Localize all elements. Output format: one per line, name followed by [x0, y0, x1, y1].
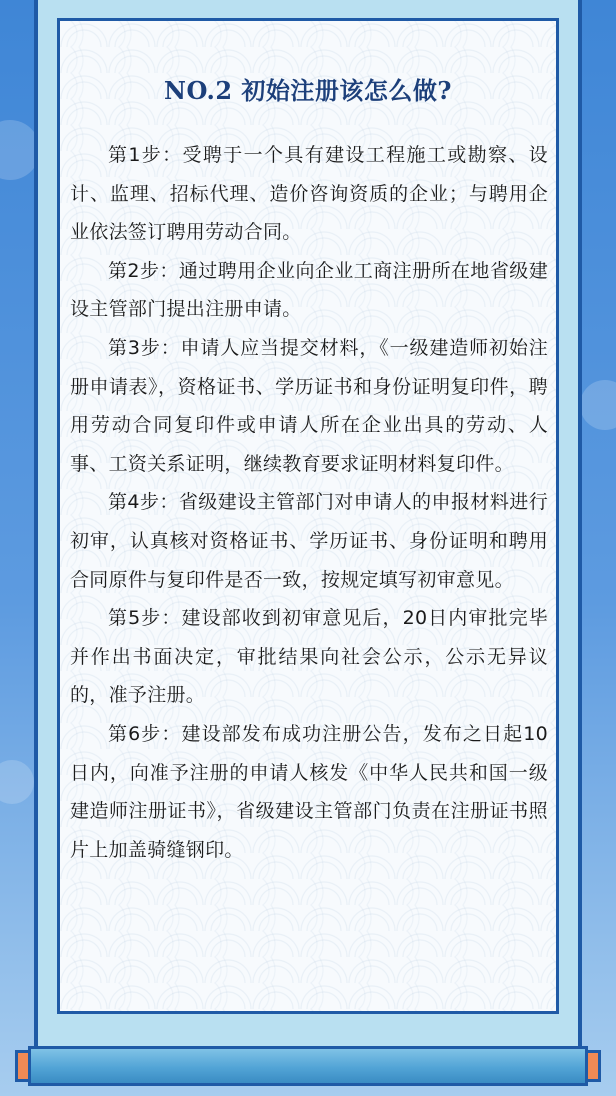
step-4-text: 第4步：省级建设主管部门对申请人的申报材料进行初审，认真核对资格证书、学历证书、身份证明和聘用合同原件与复印件是否一致，按规定填写初审意见。 [70, 491, 548, 591]
step-2-text: 第2步：通过聘用企业向企业工商注册所在地省级建设主管部门提出注册申请。 [70, 259, 548, 321]
step-1-text: 第1步：受聘于一个具有建设工程施工或勘察、设计、监理、招标代理、造价咨询资质的企业；与聘用企业依法签订聘用劳动合同。 [70, 144, 548, 244]
steps-content [70, 136, 548, 869]
background-bokeh [0, 760, 34, 804]
step-3-text: 第3步：申请人应当提交材料，《一级建造师初始注册申请表》，资格证书、学历证书和身份证明复印件，聘用劳动合同复印件或申请人所在企业出具的劳动、人事、工资关系证明，继续教育要求证明材料复印件。 [70, 336, 548, 475]
page-title: NO.2 初始注册该怎么做? [164, 76, 452, 105]
scroll-bottom-roller [28, 1046, 588, 1086]
scroll-frame [34, 0, 582, 1052]
background-bokeh [580, 380, 616, 430]
scroll-paper [57, 18, 559, 1014]
step-5-text: 第5步：建设部收到初审意见后，20日内审批完毕并作出书面决定，审批结果向社会公示，公示无异议的，准予注册。 [70, 607, 548, 707]
roller-end-left [15, 1050, 31, 1082]
step-6-text: 第6步：建设部发布成功注册公告，发布之日起10日内，向准予注册的申请人核发《中华人民共和国一级建造师注册证书》，省级建设主管部门负责在注册证书照片上加盖骑缝钢印。 [70, 722, 548, 861]
roller-end-right [585, 1050, 601, 1082]
